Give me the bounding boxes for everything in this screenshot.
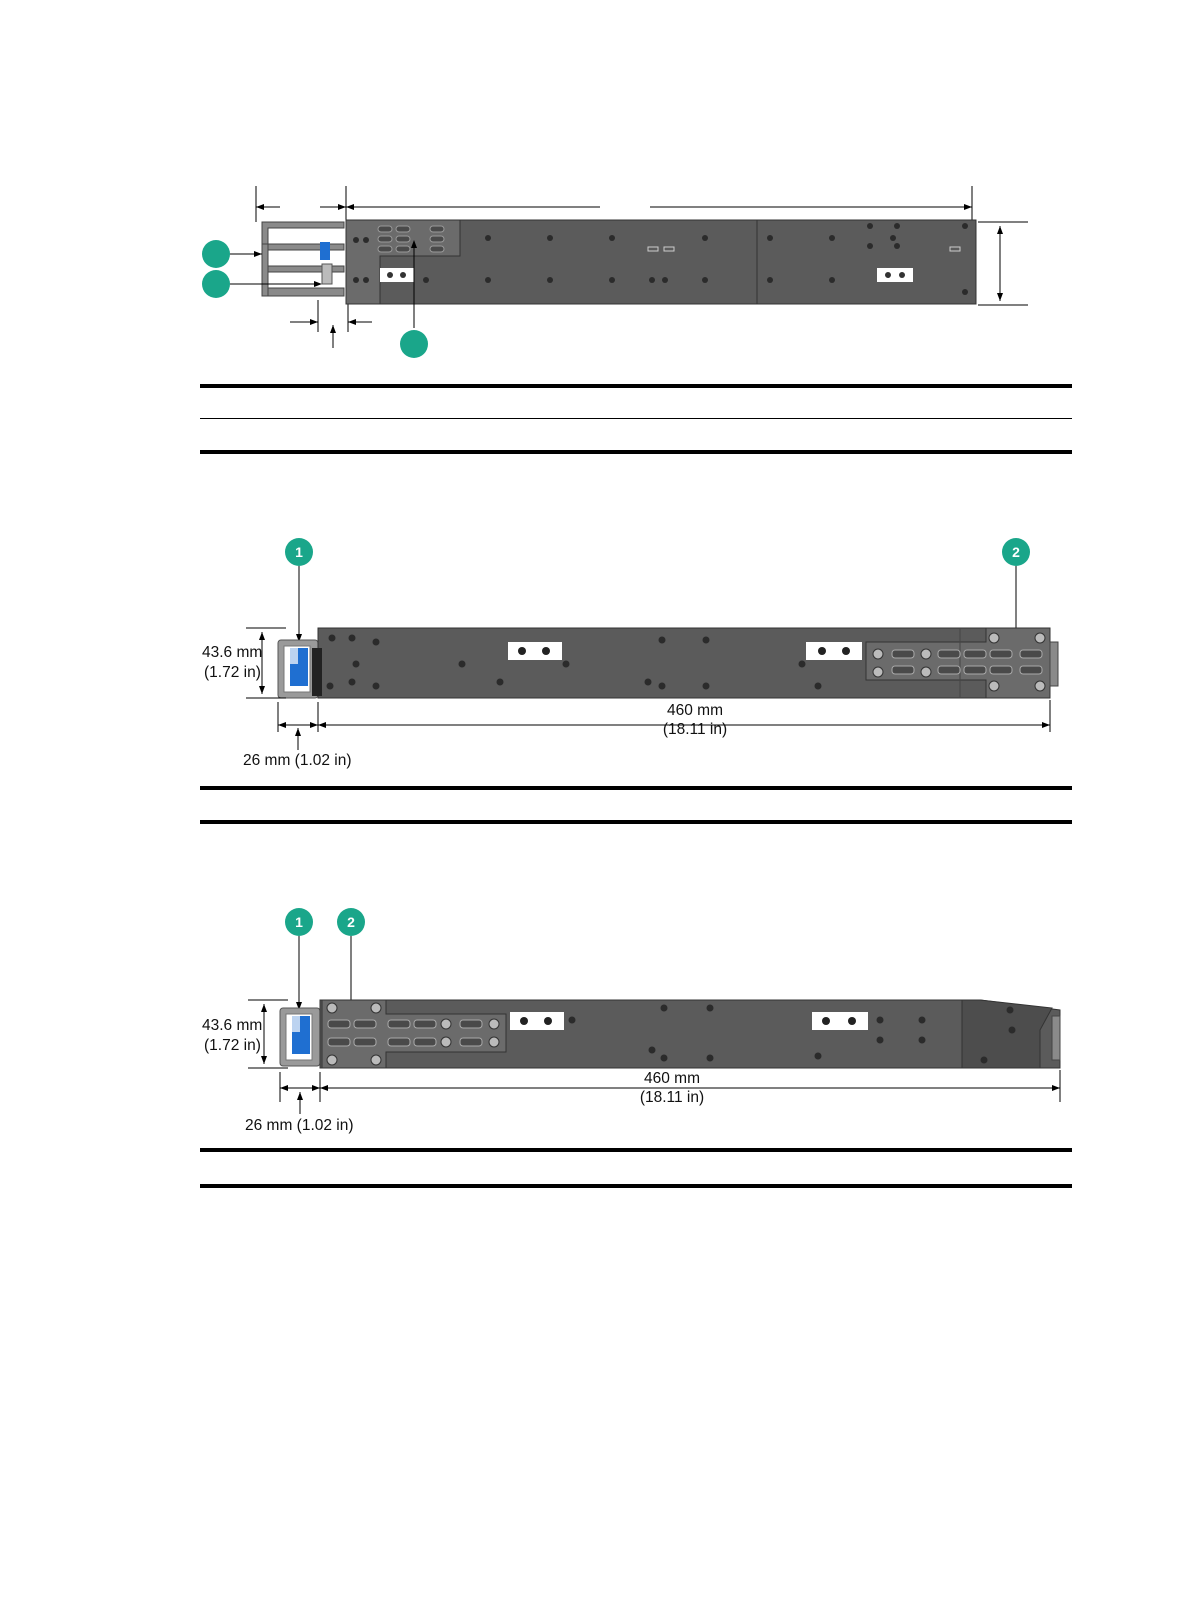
callout-2-label: 2 — [347, 914, 355, 930]
table-rule-mid-1 — [200, 418, 1072, 419]
callout-1-label: 1 — [295, 544, 303, 560]
figure-3-drawing — [0, 900, 1190, 1140]
table-rule-bottom-1 — [200, 450, 1072, 454]
callout-2-label: 2 — [1012, 544, 1020, 560]
figure-3 — [0, 900, 1190, 1140]
callout-1 — [202, 240, 230, 268]
callout-1-label: 1 — [295, 914, 303, 930]
table-rule-bottom-2 — [200, 820, 1072, 824]
length-mm-label: 460 mm — [667, 702, 723, 719]
table-rule-top-1 — [200, 384, 1072, 388]
callout-3 — [400, 330, 428, 358]
height-mm-label: 43.6 mm — [202, 644, 263, 661]
length-in-label: (18.11 in) — [662, 721, 728, 738]
figure-1 — [0, 180, 1190, 380]
length-mm-label: 460 mm — [644, 1070, 700, 1087]
table-rule-bottom-3 — [200, 1184, 1072, 1188]
depth-label: 26 mm (1.02 in) — [245, 1117, 354, 1134]
length-in-label: (18.11 in) — [639, 1089, 705, 1106]
figure-2-drawing — [0, 530, 1190, 770]
callout-2 — [202, 270, 230, 298]
height-mm-label: 43.6 mm — [202, 1017, 263, 1034]
table-rule-top-3 — [200, 1148, 1072, 1152]
depth-label: 26 mm (1.02 in) — [243, 752, 352, 769]
figure-1-drawing — [0, 180, 1190, 380]
table-rule-top-2 — [200, 786, 1072, 790]
height-in-label: (1.72 in) — [204, 664, 261, 681]
latch-blue — [320, 242, 330, 260]
figure-2 — [0, 530, 1190, 770]
height-in-label: (1.72 in) — [204, 1037, 261, 1054]
